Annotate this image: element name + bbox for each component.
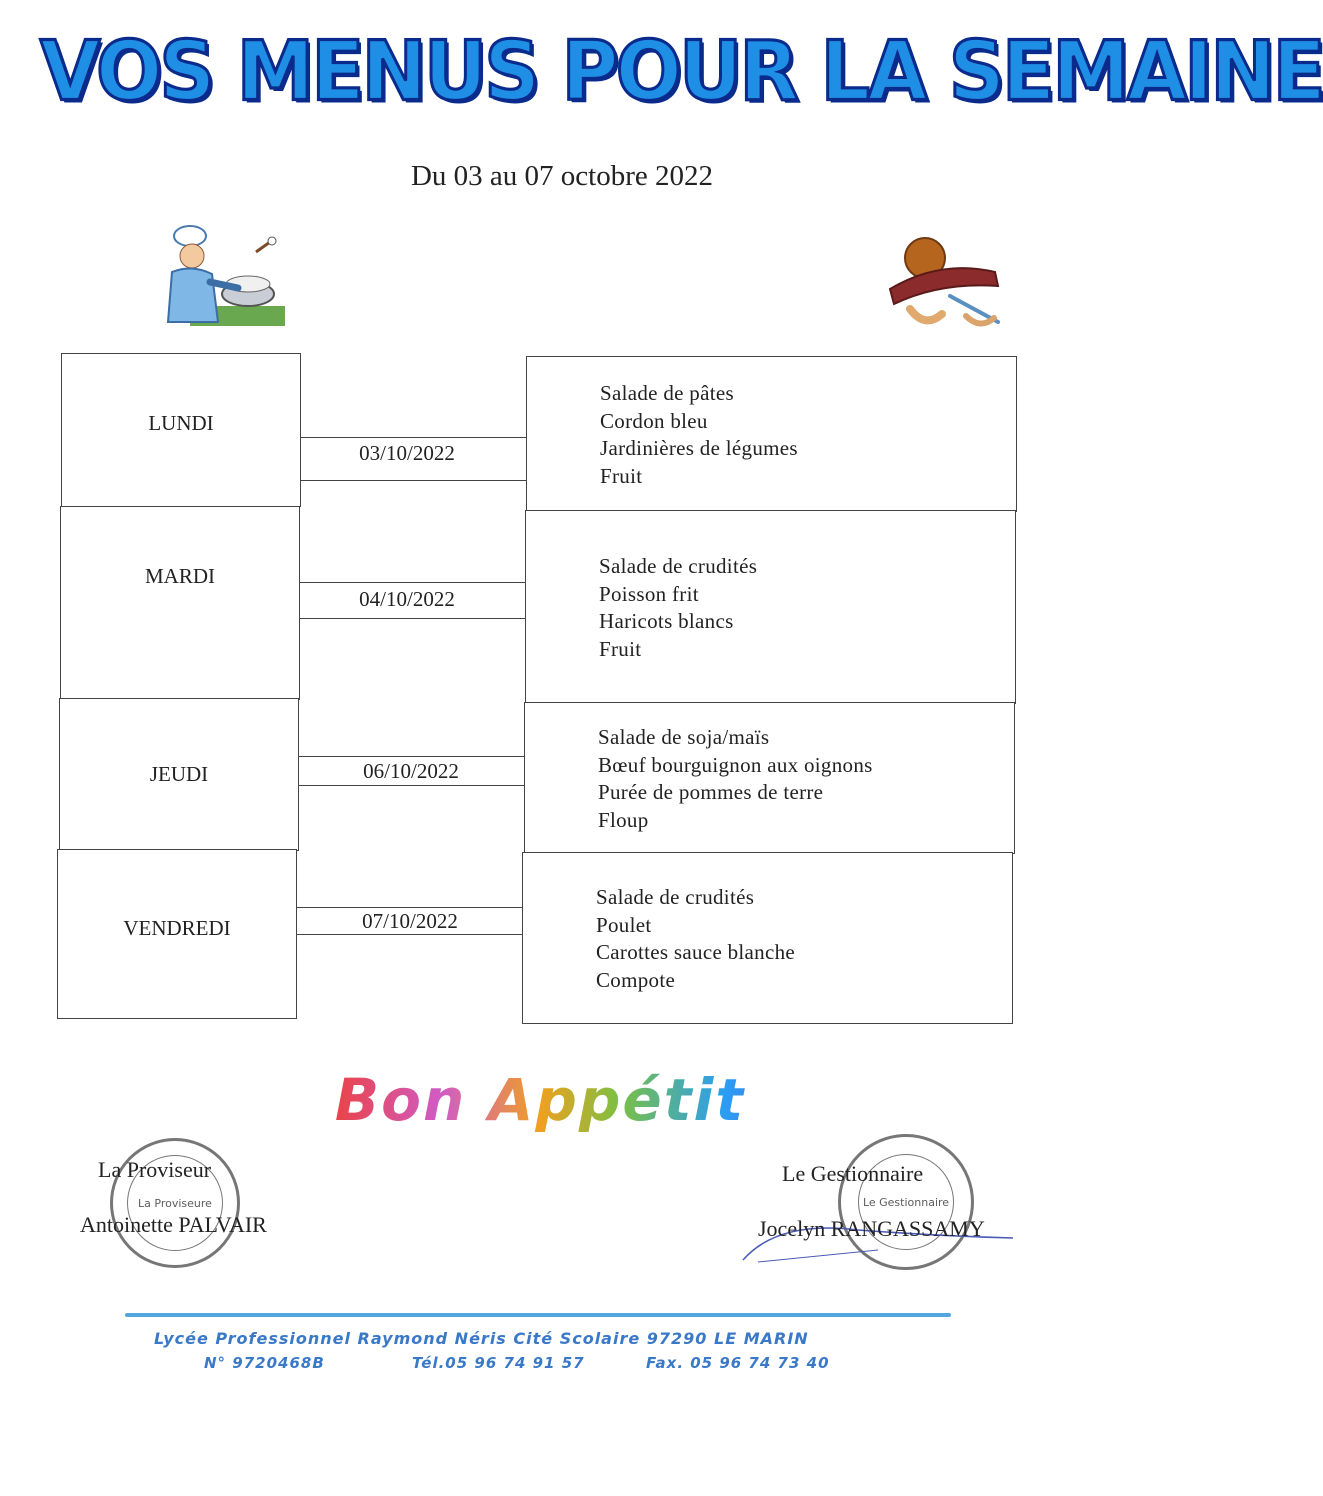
chef-cooking-icon bbox=[160, 222, 290, 330]
footer-code: N° 9720468B bbox=[204, 1354, 325, 1372]
footer-phone: Tél.05 96 74 91 57 bbox=[412, 1354, 585, 1372]
sausage-ham-icon bbox=[880, 234, 1010, 334]
menu-item: Fruit bbox=[599, 636, 642, 661]
school-stamp-right: Le Gestionnaire bbox=[838, 1134, 974, 1270]
bon-appetit-banner: Bon Appétit bbox=[210, 1066, 870, 1134]
page-title: VOS MENUS POUR LA SEMAINE bbox=[40, 24, 1323, 120]
menu-item: Poisson frit bbox=[599, 581, 699, 606]
date-label: 07/10/2022 bbox=[362, 909, 458, 933]
day-label: JEUDI bbox=[149, 762, 209, 786]
menu-item: Bœuf bourguignon aux oignons bbox=[598, 752, 873, 777]
menu-item: Salade de soja/maïs bbox=[598, 725, 770, 749]
menu-list bbox=[596, 884, 795, 994]
menu-item: Cordon bleu bbox=[600, 408, 708, 433]
week-subtitle: Du 03 au 07 octobre 2022 bbox=[410, 160, 714, 192]
right-signatory-role: Le Gestionnaire bbox=[782, 1161, 924, 1186]
footer-address: Lycée Professionnel Raymond Néris Cité Scolaire 97290 LE MARIN bbox=[154, 1329, 809, 1348]
day-label: LUNDI bbox=[148, 411, 214, 435]
menu-item: Poulet bbox=[596, 912, 652, 937]
left-signatory-role: La Proviseur bbox=[98, 1157, 212, 1182]
footer-divider bbox=[125, 1313, 951, 1317]
menu-item: Salade de crudités bbox=[596, 885, 755, 909]
menu-item: Compote bbox=[596, 967, 676, 992]
menu-list bbox=[600, 380, 798, 490]
menu-item: Fruit bbox=[600, 463, 643, 488]
menu-list bbox=[598, 724, 873, 834]
date-label: 04/10/2022 bbox=[359, 587, 455, 611]
date-label: 03/10/2022 bbox=[359, 441, 455, 465]
menu-item: Haricots blancs bbox=[599, 609, 734, 633]
left-signatory-name: Antoinette PALVAIR bbox=[80, 1212, 267, 1237]
day-cell bbox=[60, 506, 300, 700]
menu-item: Salade de pâtes bbox=[600, 381, 734, 405]
day-label: VENDREDI bbox=[123, 916, 231, 940]
menu-item: Salade de crudités bbox=[599, 554, 758, 578]
menu-item: Purée de pommes de terre bbox=[598, 780, 824, 804]
date-label: 06/10/2022 bbox=[363, 759, 459, 783]
right-signatory-name: Jocelyn RANGASSAMY bbox=[758, 1216, 985, 1241]
footer-fax: Fax. 05 96 74 73 40 bbox=[646, 1354, 830, 1372]
menu-item: Carottes sauce blanche bbox=[596, 940, 796, 964]
school-stamp-left: La Proviseure bbox=[110, 1138, 240, 1268]
menu-list bbox=[599, 553, 757, 663]
menu-item: Floup bbox=[598, 807, 649, 832]
menu-item: Jardinières de légumes bbox=[600, 436, 798, 460]
day-label: MARDI bbox=[144, 564, 215, 588]
